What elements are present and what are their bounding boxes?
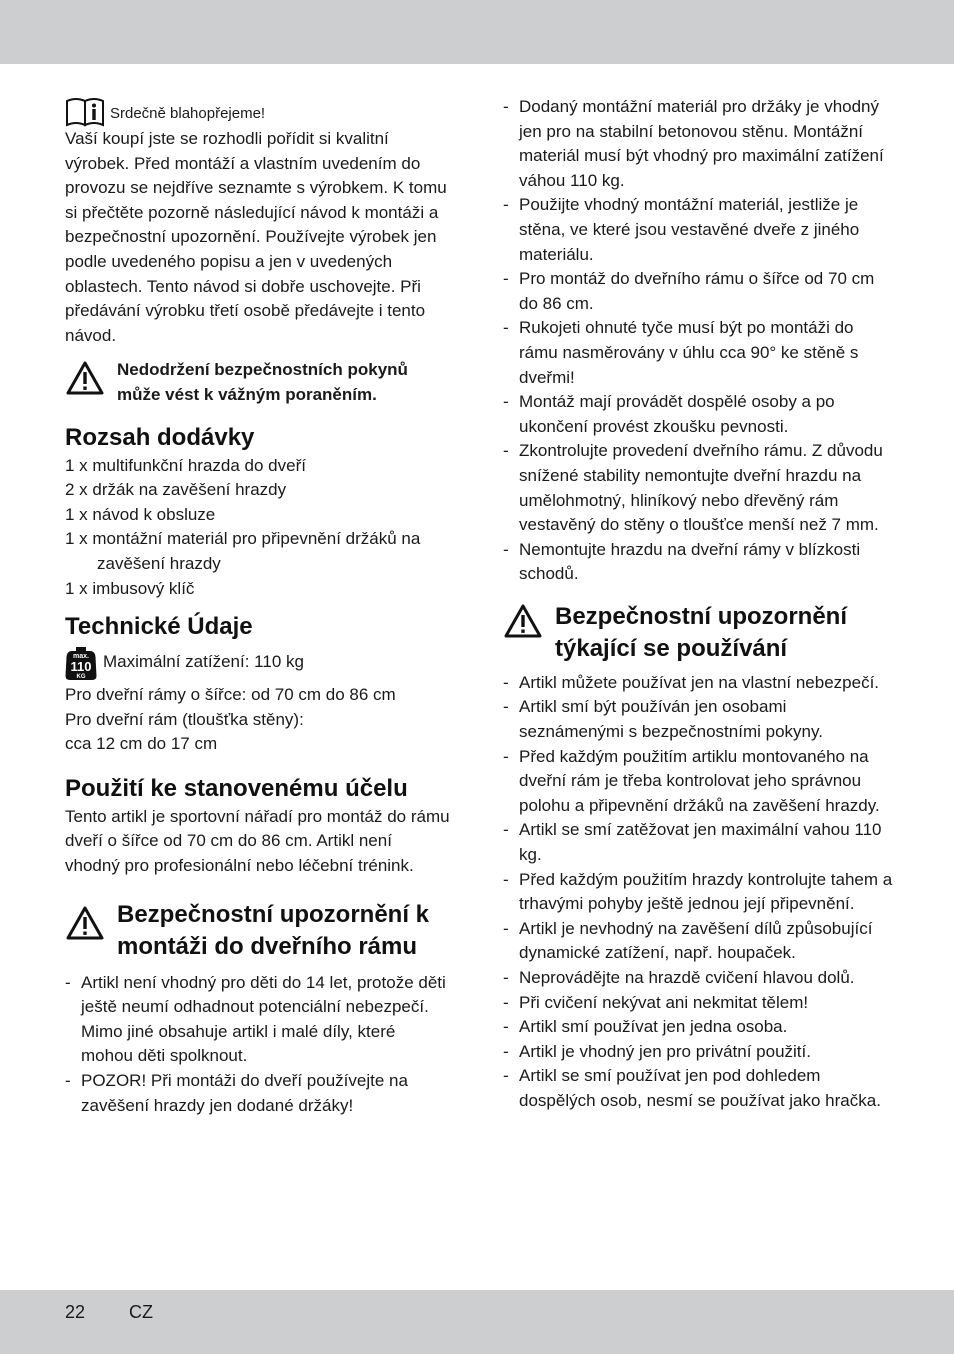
weight-icon-top: max. [73,653,89,661]
use-safety-item: - Artikl smí používat jen jedna osoba. [503,1015,895,1040]
use-safety-title: Bezpečnostní upozornění týkající se používání [555,602,848,662]
weight-icon-unit: KG [76,674,86,681]
use-safety-list [503,671,895,1114]
use-safety-item: - Artikl smí být používán jen osobami seznámenými s bezpečnostními pokyny. [503,695,895,744]
use-safety-item: - Neprovádějte na hrazdě cvičení hlavou dolů. [503,966,895,991]
header-bar [0,0,954,64]
mount-safety-list-right [503,95,895,587]
left-column [65,95,450,1118]
mount-safety-item: - Montáž mají provádět dospělé osoby a po ukončení provést zkoušku pevnosti. [503,390,895,439]
use-safety-heading [503,601,895,665]
mount-safety-list-left [65,971,450,1119]
mount-safety-item: - POZOR! Při montáži do dveří používejte na zavěšení hrazdy jen dodané držáky! [65,1069,450,1118]
use-safety-item: - Při cvičení nekývat ani nekmitat tělem! [503,991,895,1016]
intro-warning [65,358,450,407]
usage-text: Tento artikl je sportovní nářadí pro montáž do rámu dveří o šířce od 70 cm do 86 cm. Artikl není vhodný pro profesionální nebo léčební trénink. [65,806,450,876]
language-code: CZ [129,1302,153,1322]
info-book-icon [65,95,105,127]
intro-text: Vaší koupí jste se rozhodli pořídit si kvalitní výrobek. Před montáží a vlastním uvedením do provozu se nejdříve seznamte s výrobkem. K tomu si přečtěte pozorně následující návod k montáži a bezpečnostní upozornění. Používejte výrobek jen podle uvedeného popisu a jen v uvedených oblastech. Tento návod si dobře uschovejte. Při předávání výrobku třetí osobě předávejte i tento návod. [65,129,447,345]
tech-wall-value: cca 12 cm do 17 cm [65,734,218,754]
use-safety-item: - Artikl se smí používat jen pod dohledem dospělých osob, nesmí se používat jako hračka. [503,1064,895,1113]
scope-item: 1 x návod k obsluze [65,504,216,524]
use-safety-item: - Artikl se smí zatěžovat jen maximální vahou 110 kg. [503,818,895,867]
warning-icon [65,360,105,396]
use-safety-item: - Artikl můžete používat jen na vlastní nebezpečí. [503,671,895,696]
warning-icon [65,905,105,941]
intro-greeting-row [65,95,450,127]
scope-title: Rozsah dodávky [65,423,255,451]
weight-icon [65,643,97,681]
scope-item: 1 x imbusový klíč [65,578,195,598]
mount-safety-heading [65,899,450,963]
scope-item: 1 x multifunkční hrazda do dveří [65,455,306,475]
intro-greeting: Srdečně blahopřejeme! [110,105,266,123]
mount-safety-item: - Použijte vhodný montážní materiál, jestliže je stěna, ve které jsou vestavěné dveře z jiného materiálu. [503,193,895,267]
intro-warning-text: Nedodržení bezpečnostních pokynů může vést k vážným poraněním. [117,360,408,404]
mount-safety-item: - Zkontrolujte provedení dveřního rámu. Z důvodu snížené stability nemontujte dveřní hrazdu na umělohmotný, hliníkový nebo dřevěný rám vestavěný do stěny o tloušťce menší než 7 mm. [503,439,895,537]
page-number: 22 [65,1302,86,1322]
tech-width: Pro dveřní rámy o šířce: od 70 cm do 86 cm [65,685,396,705]
mount-safety-item: - Nemontujte hrazdu na dveřní rámy v blízkosti schodů. [503,538,895,587]
use-safety-item: - Před každým použitím artiklu montovaného na dveřní rám je třeba kontrolovat jeho správnou polohu a připevnění držáků na zavěšení hrazdy. [503,745,895,819]
mount-safety-item: - Rukojeti ohnuté tyče musí být po montáži do rámu nasměrovány v úhlu cca 90° ke stěně s dveřmi! [503,316,895,390]
mount-safety-item: - Dodaný montážní materiál pro držáky je vhodný jen pro na stabilní betonovou stěnu. Montážní materiál musí být vhodný pro maximální zatížení váhou 110 kg. [503,95,895,193]
right-column [503,95,895,1114]
max-load-row [65,643,450,681]
max-load-text: Maximální zatížení: 110 kg [103,651,304,671]
use-safety-item: - Artikl je nevhodný na zavěšení dílů způsobující dynamické zatížení, např. houpaček. [503,917,895,966]
scope-item: 1 x montážní materiál pro připevnění držáků na zavěšení hrazdy [65,529,421,573]
tech-wall-label: Pro dveřní rám (tloušťka stěny): [65,709,304,729]
mount-safety-item: - Artikl není vhodný pro děti do 14 let, protože děti ještě neumí odhadnout potenciální nebezpečí. Mimo jiné obsahuje artikl i malé díly, které mohou děti spolknout. [65,971,450,1069]
weight-icon-value: 110 [70,659,92,675]
warning-icon [503,603,543,639]
tech-title: Technické Údaje [65,613,253,641]
use-safety-item: - Před každým použitím hrazdy kontrolujte tahem a trhavými pohyby ještě jednou její připevnění. [503,868,895,917]
mount-safety-title: Bezpečnostní upozornění k montáži do dveřního rámu [117,900,430,960]
scope-item: 2 x držák na zavěšení hrazdy [65,480,287,500]
scope-list [65,454,450,602]
use-safety-item: - Artikl je vhodný jen pro privátní použití. [503,1040,895,1065]
usage-title: Použití ke stanovenému účelu [65,774,408,802]
mount-safety-item: - Pro montáž do dveřního rámu o šířce od 70 cm do 86 cm. [503,267,895,316]
